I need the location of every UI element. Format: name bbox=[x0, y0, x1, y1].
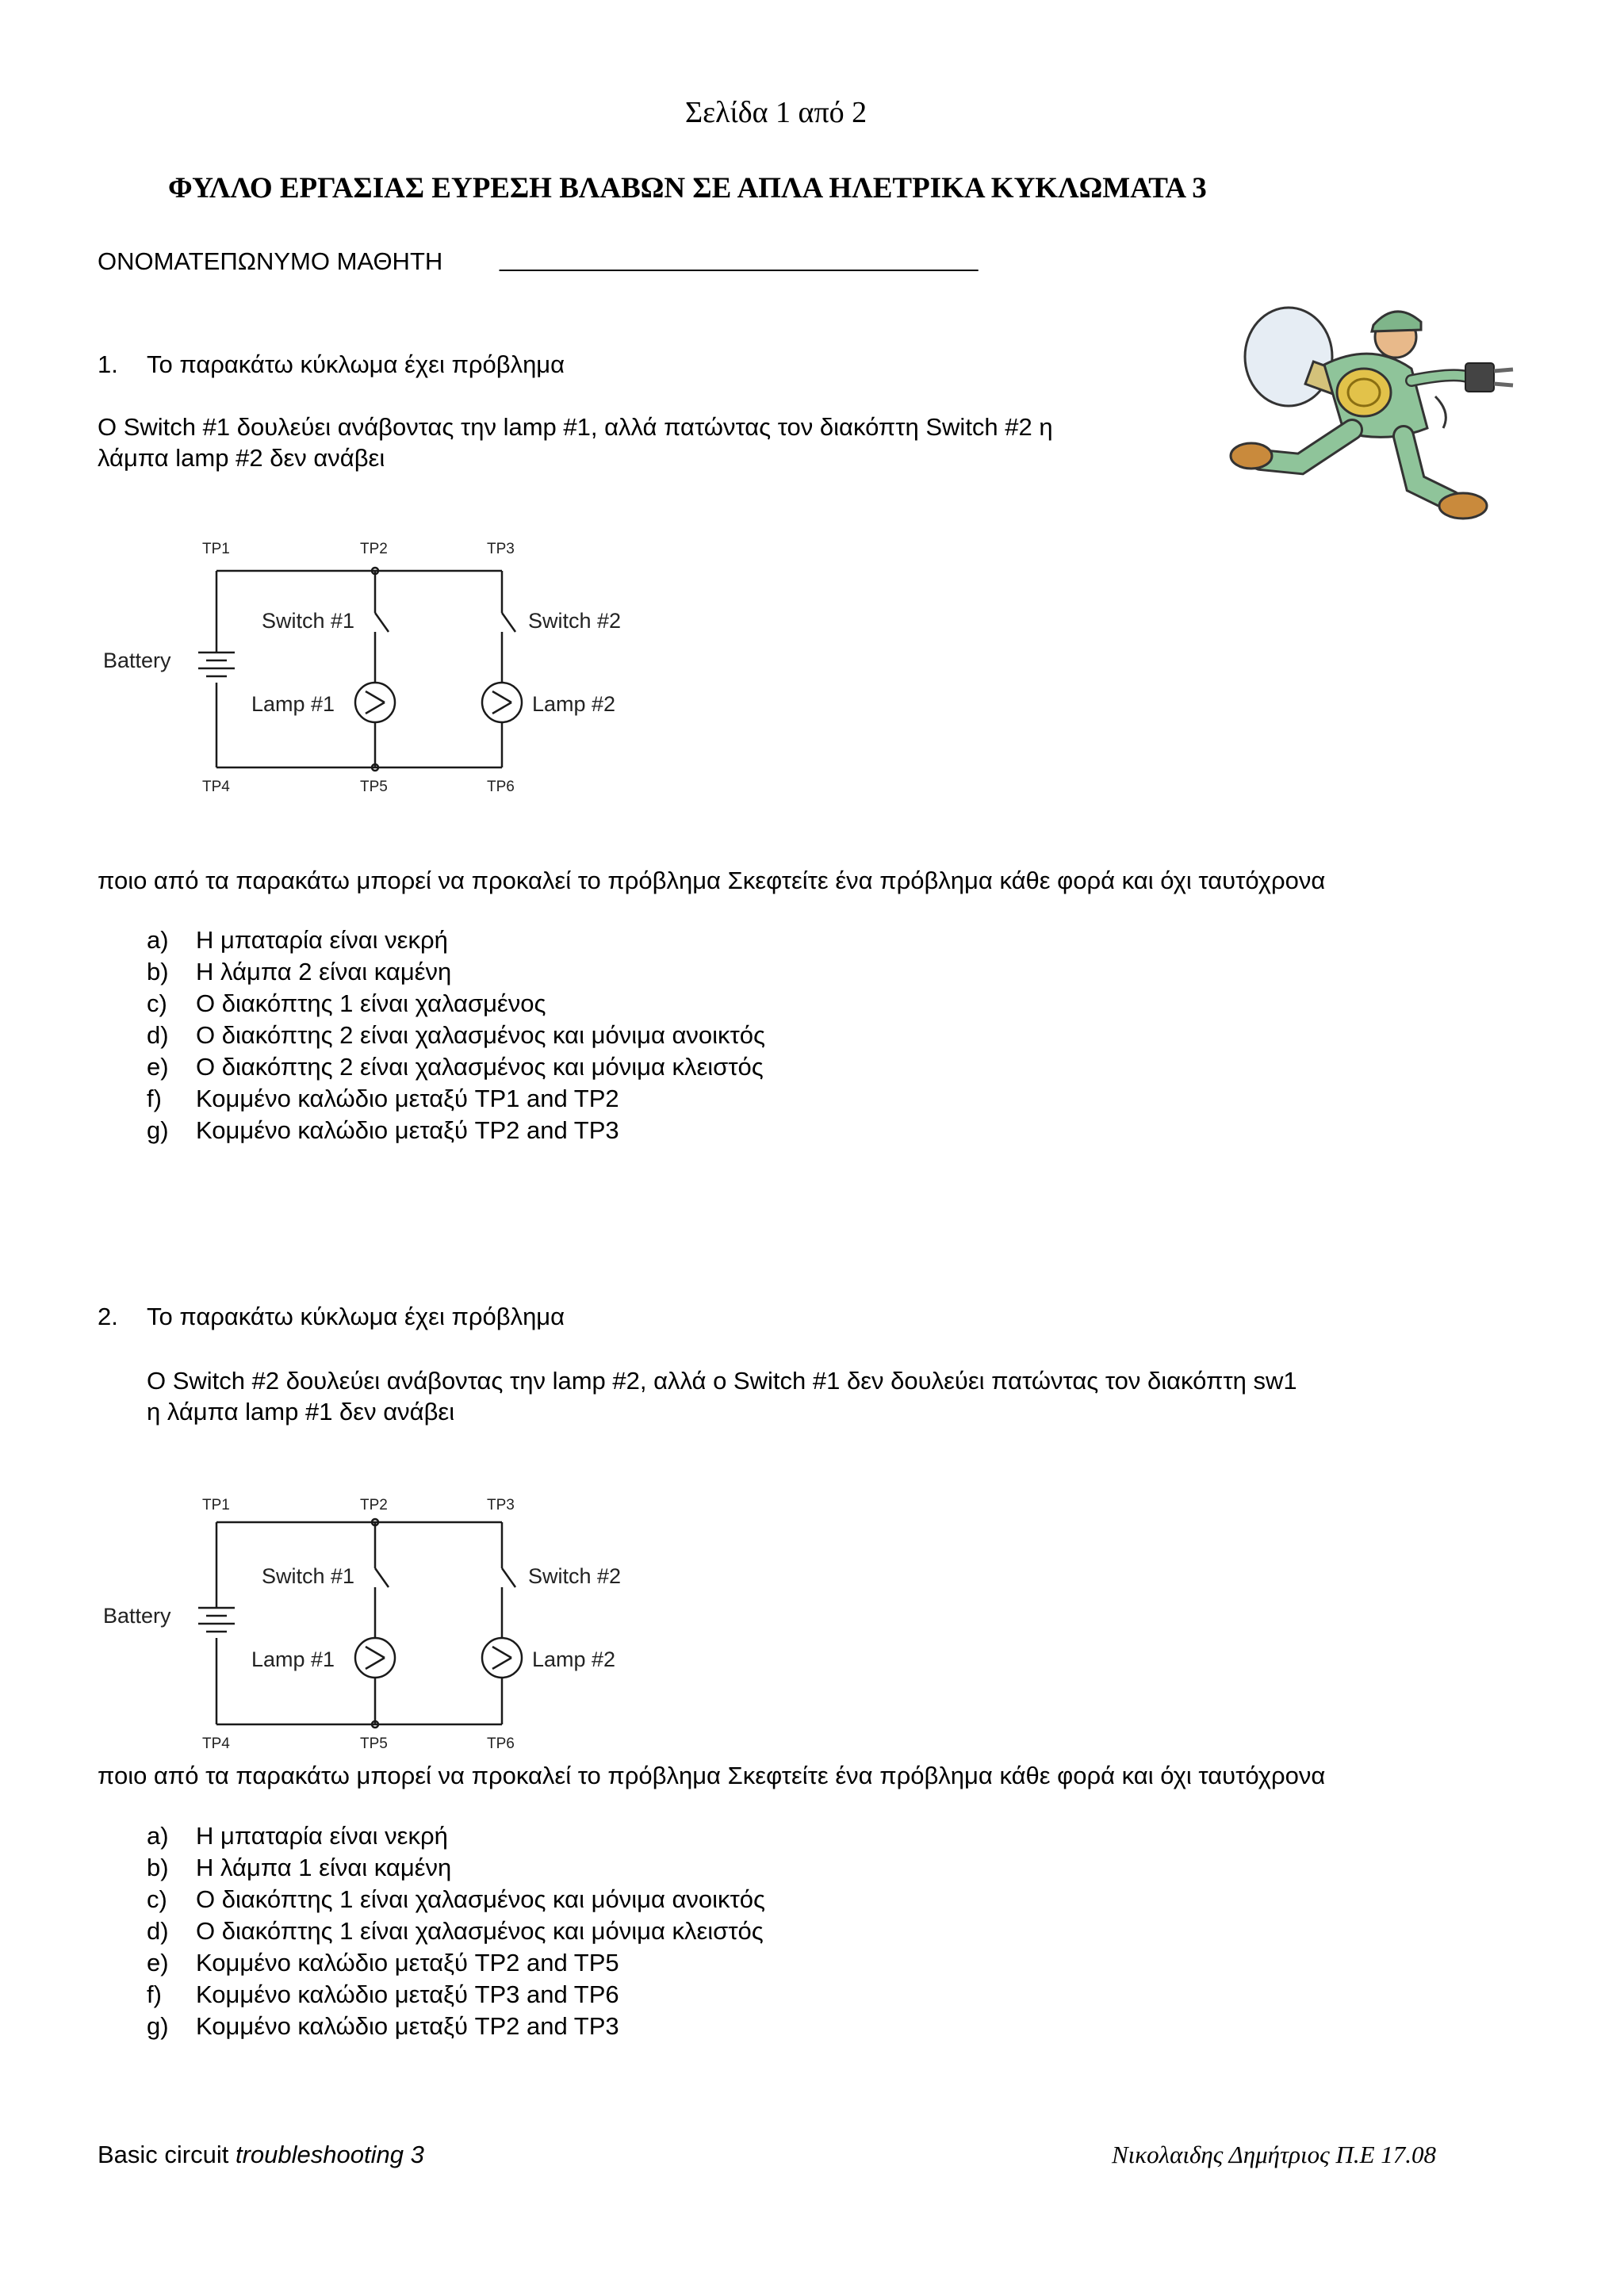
tp1-label: TP1 bbox=[202, 1497, 230, 1513]
question-1-circuit-diagram bbox=[95, 531, 666, 801]
question-2-prompt: ποιο από τα παρακάτω μπορεί να προκαλεί το πρόβλημα Σκεφτείτε ένα πρόβλημα κάθε φορά και όχι ταυτόχρονα bbox=[98, 1762, 1326, 1789]
question-1-heading: Το παρακάτω κύκλωμα έχει πρόβλημα bbox=[147, 350, 565, 378]
battery-label: Battery bbox=[103, 1604, 171, 1628]
question-2-circuit-diagram bbox=[95, 1489, 666, 1758]
battery-symbol bbox=[198, 1608, 235, 1632]
tp6-label: TP6 bbox=[487, 1735, 515, 1752]
switch-1-label: Switch #1 bbox=[262, 609, 355, 633]
lamp-1-label: Lamp #1 bbox=[251, 1647, 335, 1671]
footer-author: Νικολαιδης Δημήτριος Π.Ε 17.08 bbox=[1112, 2141, 1437, 2168]
student-name-label: ΟΝΟΜΑΤΕΠΩΝΥΜΟ ΜΑΘΗΤΗ bbox=[98, 247, 443, 275]
electrician-carrying-bulb-and-plug-icon bbox=[1213, 293, 1530, 531]
question-1-prompt: ποιο από τα παρακάτω μπορεί να προκαλεί το πρόβλημα Σκεφτείτε ένα πρόβλημα κάθε φορά και όχι ταυτόχρονα bbox=[98, 867, 1326, 894]
switch-1-symbol bbox=[375, 1568, 389, 1587]
tp4-label: TP4 bbox=[202, 779, 230, 795]
footer-left bbox=[98, 2139, 424, 2171]
question-2-number: 2. bbox=[98, 1303, 118, 1330]
student-name-blank: ___________________________________ bbox=[500, 244, 979, 272]
lamp-1-label: Lamp #1 bbox=[251, 692, 335, 716]
question-1-number: 1. bbox=[98, 350, 118, 378]
switch-1-label: Switch #1 bbox=[262, 1564, 355, 1588]
switch-2-symbol bbox=[502, 613, 515, 632]
worksheet-title: ΦΥΛΛΟ ΕΡΓΑΣΙΑΣ ΕΥΡΕΣΗ ΒΛΑΒΩΝ ΣΕ ΑΠΛΑ ΗΛΕΤΡΙΚΑ ΚΥΚΛΩΜΑΤΑ 3 bbox=[168, 172, 1207, 205]
circuit-wiring bbox=[216, 1522, 502, 1724]
lamp-2-label: Lamp #2 bbox=[532, 692, 616, 716]
question-2-description-line-2: η λάμπα lamp #1 δεν ανάβει bbox=[147, 1398, 455, 1425]
battery-symbol bbox=[198, 652, 235, 676]
switch-2-symbol bbox=[502, 1568, 515, 1587]
lamp-2-symbol bbox=[482, 683, 522, 722]
lamp-1-symbol bbox=[355, 1638, 395, 1678]
switch-2-label: Switch #2 bbox=[528, 1564, 622, 1588]
tp3-label: TP3 bbox=[487, 541, 515, 557]
question-2-description-line-1: Ο Switch #2 δουλεύει ανάβοντας την lamp #2, αλλά ο Switch #1 δεν δουλεύει πατώντας τον διακόπτη sw1 bbox=[147, 1367, 1297, 1395]
tp5-label: TP5 bbox=[360, 1735, 388, 1752]
worksheet-page: Σελίδα 1 από 2 ΦΥΛΛΟ ΕΡΓΑΣΙΑΣ ΕΥΡΕΣΗ ΒΛΑΒΩΝ ΣΕ ΑΠΛΑ ΗΛΕΤΡΙΚΑ ΚΥΚΛΩΜΑΤΑ 3 ΟΝΟΜΑΤΕΠΩΝΥΜΟ ΜΑΘΗΤΗ ___________________________________ 1. Το παρακάτω κύκλωμα έχει πρόβλημα Ο Switch #1 δουλεύει ανάβοντας την lamp #1, αλλά πατώντας τον διακόπτη Switch #2 η λάμπα lamp #2 δεν ανάβει TP1 TP2 TP3 TP4 TP5 TP6 Battery Switch #1 Switch #2 Lamp #1 Lamp #2 ποιο από τα παρακάτω μπορεί να προκαλεί το πρόβλημα Σκεφτείτε ένα πρόβλημα κάθε φορά και όχι ταυτόχρονα a) Η μπαταρία είναι νεκρή b) Η λάμπα 2 είναι καμένη c) Ο διακόπτης 1 είναι χαλασμένος d) Ο διακόπτης 2 είναι χαλασμένος και μόνιμα ανοικτός e) Ο διακόπτης 2 είναι χαλασμένος και μόνιμα κλειστός f) Κομμένο καλώδιο μεταξύ TP1 and TP2 g) Κομμένο καλώδιο μεταξύ TP2 and TP3 2. Το παρακάτω κύκλωμα έχει πρόβλημα Ο Switch #2 δουλεύει ανάβοντας την lamp #2, αλλά ο Switch #1 δεν δουλεύει πατώντας τον διακόπτη sw1 η λάμπα lamp #1 δεν ανάβει TP1 TP2 TP3 TP4 TP5 TP6 Battery Switch #1 Switch #2 Lamp #1 Lamp #2 ποιο από τα παρακάτω μπορεί να προκαλεί το πρόβλημα Σκεφτείτε ένα πρόβλημα κάθε φορά και όχι ταυτόχρονα a) Η μπαταρία είναι νεκρή b) Η λάμπα 1 είναι καμένη c) Ο διακόπτης 1 είναι χαλασμένος και μόνιμα ανοικτός d) Ο διακόπτης 1 είναι χαλασμένος και μόνιμα κλειστός e) Κομμένο καλώδιο μεταξύ TP2 and TP5 f) Κομμένο καλώδιο μεταξύ TP3 and TP6 g) Κομμένο καλώδιο μεταξύ TP2 and TP3 Basic circuit troubleshooting 3 Νικολαιδης Δημήτριος Π.Ε 17.08 bbox=[0, 0, 1624, 2296]
question-1-description-line-2: λάμπα lamp #2 δεν ανάβει bbox=[98, 444, 385, 472]
tp4-label: TP4 bbox=[202, 1735, 230, 1752]
question-2-heading: Το παρακάτω κύκλωμα έχει πρόβλημα bbox=[147, 1303, 565, 1330]
switch-1-symbol bbox=[375, 613, 389, 632]
tp6-label: TP6 bbox=[487, 779, 515, 795]
battery-label: Battery bbox=[103, 649, 171, 672]
page-number-label: Σελίδα 1 από 2 bbox=[685, 96, 868, 129]
question-1-description-line-1: Ο Switch #1 δουλεύει ανάβοντας την lamp #1, αλλά πατώντας τον διακόπτη Switch #2 η bbox=[98, 413, 1053, 441]
lamp-2-symbol bbox=[482, 1638, 522, 1678]
tp2-label: TP2 bbox=[360, 541, 388, 557]
lamp-2-label: Lamp #2 bbox=[532, 1647, 616, 1671]
footer-left-italic: troubleshooting 3 bbox=[235, 2141, 424, 2168]
tp2-label: TP2 bbox=[360, 1497, 388, 1513]
tp1-label: TP1 bbox=[202, 541, 230, 557]
lamp-1-symbol bbox=[355, 683, 395, 722]
footer-left-plain: Basic circuit bbox=[98, 2141, 236, 2168]
tp5-label: TP5 bbox=[360, 779, 388, 795]
switch-2-label: Switch #2 bbox=[528, 609, 622, 633]
circuit-wiring bbox=[216, 571, 502, 767]
tp3-label: TP3 bbox=[487, 1497, 515, 1513]
